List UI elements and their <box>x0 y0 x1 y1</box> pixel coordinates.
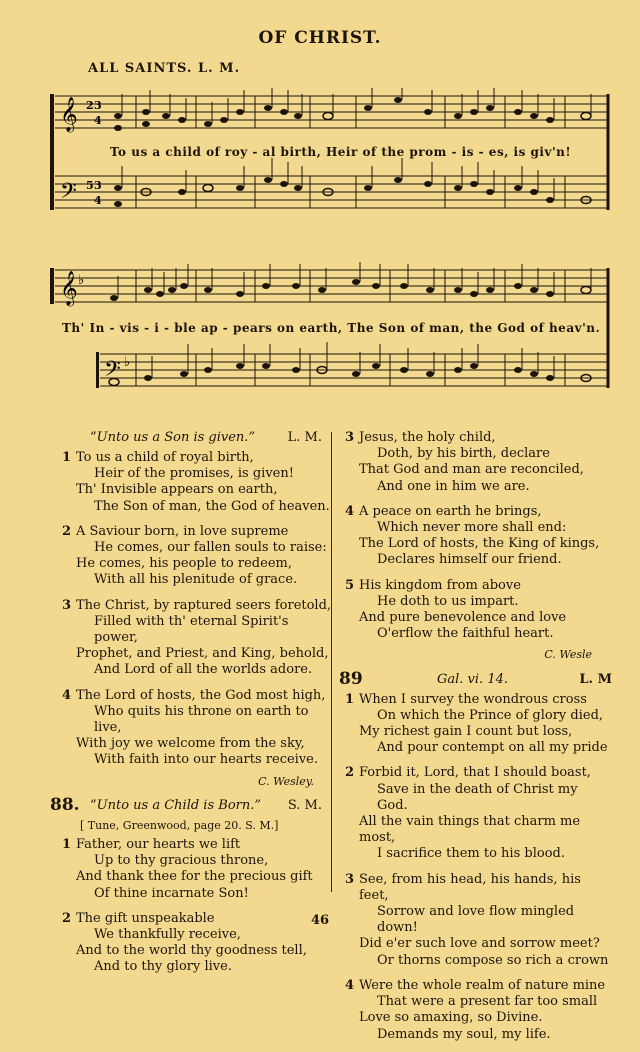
verse-line: I sacrifice them to his blood. <box>377 846 565 862</box>
verse-line: The Christ, by raptured seers foretold, <box>76 597 332 613</box>
verse-line: His kingdom from above <box>359 577 521 593</box>
left-column <box>50 430 332 985</box>
verse-line: Declares himself our friend. <box>377 552 562 568</box>
verse-line: And to thy glory live. <box>94 959 232 975</box>
stanza <box>62 598 332 679</box>
stanza <box>345 504 610 569</box>
hymn-author: C. Wesley. <box>258 774 314 788</box>
column-divider <box>331 432 332 892</box>
stanza-number: 4 <box>345 503 355 519</box>
verse-line: All the vain things that charm me most, <box>359 814 581 846</box>
hymn-number: 88. <box>50 794 80 815</box>
verse-line: The Lord of hosts, the God most high, <box>76 687 326 703</box>
stanza <box>62 688 332 769</box>
verse-line: Father, our hearts we lift <box>76 837 241 853</box>
verse-line: He comes, our fallen souls to raise: <box>94 540 327 556</box>
verse-line: That God and man are reconciled, <box>359 462 584 478</box>
stanza-number: 1 <box>62 837 72 853</box>
right-column <box>339 430 612 1052</box>
svg-text:3: 3 <box>94 179 102 192</box>
verse-line: And thank thee for the precious gift <box>76 869 313 885</box>
verse-line: Forbid it, Lord, that I should boast, <box>359 765 591 781</box>
verse-line: A peace on earth he brings, <box>359 503 542 519</box>
svg-text:4: 4 <box>94 114 102 127</box>
verse-line: And one in him we are. <box>377 478 530 494</box>
hymn-title: “Unto us a Child is Born.” <box>90 797 262 813</box>
hymn-number: 89 <box>339 668 363 689</box>
stanza-number: 4 <box>345 977 355 993</box>
verse-line: Th' Invisible appears on earth, <box>76 482 278 498</box>
music-lyric-line-2: Th' In - vis - i - ble ap - pears on earth, The Son of man, the God of heav'n. <box>62 321 601 335</box>
verse-line: Save in the death of Christ my God. <box>377 781 578 813</box>
stanza-number: 3 <box>62 597 72 613</box>
verse-line: Of thine incarnate Son! <box>94 885 249 901</box>
svg-text:5: 5 <box>86 179 94 192</box>
hymn-author: C. Wesle <box>544 648 592 662</box>
svg-text:𝄞: 𝄞 <box>60 97 78 132</box>
svg-text:♭: ♭ <box>78 273 85 288</box>
svg-text:4: 4 <box>94 194 102 207</box>
tune-note: [ Tune, Greenwood, page 20. S. M.] <box>80 818 279 832</box>
verse-line: And to the world thy goodness tell, <box>76 943 307 959</box>
verse-line: Sorrow and love flow mingled down! <box>377 904 575 936</box>
verse-line: And pour contempt on all my pride <box>377 740 608 756</box>
stanza-number: 1 <box>345 691 355 707</box>
verse-line: To us a child of royal birth, <box>76 450 254 465</box>
verse-line: And Lord of all the worlds adore. <box>94 662 313 678</box>
svg-text:♭: ♭ <box>124 355 131 370</box>
hymn-meter: L. M <box>579 671 612 687</box>
verse-line: Demands my soul, my life. <box>377 1026 551 1042</box>
verse-line: Heir of the promises, is given! <box>94 466 294 482</box>
verse-line: The Son of man, the God of heaven. <box>94 498 330 514</box>
stanza <box>345 978 610 1043</box>
stanza-number: 3 <box>345 871 355 887</box>
page-number: 46 <box>310 913 330 928</box>
verse-line: Which never more shall end: <box>377 520 567 536</box>
stanza-number: 5 <box>345 577 355 593</box>
verse-line: My richest gain I count but loss, <box>359 724 573 740</box>
verse-line: A Saviour born, in love supreme <box>76 523 289 539</box>
hymn-title: Gal. vi. 14. <box>437 671 508 687</box>
hymn-title: “Unto us a Son is given.” <box>90 430 256 445</box>
verse-line: Filled with th' eternal Spirit's power, <box>94 613 289 646</box>
verse-line: On which the Prince of glory died, <box>377 707 604 723</box>
verse-line: Up to thy gracious throne, <box>94 853 269 869</box>
svg-text:2: 2 <box>86 99 94 112</box>
stanza-number: 4 <box>62 687 72 703</box>
verse-line: The Lord of hosts, the King of kings, <box>359 536 600 552</box>
stanza <box>345 578 610 643</box>
hymn-88-heading <box>50 794 332 816</box>
verse-line: See, from his head, his hands, his feet, <box>359 871 581 903</box>
verse-line: Who quits his throne on earth to live, <box>94 703 309 736</box>
svg-text:𝄢: 𝄢 <box>60 179 77 209</box>
hymn-meter: S. M. <box>287 797 322 813</box>
stanza <box>62 450 332 515</box>
hymn-a-heading <box>62 430 332 448</box>
stanza <box>62 837 332 902</box>
stanza <box>345 765 610 862</box>
verse-line: He comes, his people to redeem, <box>76 556 292 572</box>
stanza <box>345 430 610 495</box>
verse-line: We thankfully receive, <box>94 927 241 943</box>
svg-text:𝄞: 𝄞 <box>60 271 78 306</box>
tune-name: ALL SAINTS. L. M. <box>88 61 241 76</box>
verse-line: That were a present far too small <box>377 994 598 1010</box>
verse-line: And pure benevolence and love <box>359 610 567 626</box>
verse-line: Doth, by his birth, declare <box>377 446 550 462</box>
svg-text:3: 3 <box>94 99 102 112</box>
verse-line: With joy we welcome from the sky, <box>76 736 305 752</box>
verse-line: Jesus, the holy child, <box>359 430 496 445</box>
stanza-number: 2 <box>62 910 72 926</box>
stanza-number: 2 <box>345 765 355 781</box>
verse-line: O'erflow the faithful heart. <box>377 626 554 642</box>
page-title: OF CHRIST. <box>258 28 382 48</box>
music-lyric-line-1: To us a child of roy - al birth, Heir of the prom - is - es, is giv'n! <box>110 145 572 159</box>
svg-text:𝄢: 𝄢 <box>104 357 121 387</box>
verse-line: With faith into our hearts receive. <box>94 752 318 768</box>
stanza-number: 1 <box>62 450 72 465</box>
verse-line: When I survey the wondrous cross <box>359 691 587 707</box>
hymn-89-heading <box>339 668 612 690</box>
hymn-meter: L. M. <box>287 430 322 445</box>
stanza <box>345 692 610 757</box>
verse-line: Were the whole realm of nature mine <box>359 977 606 993</box>
verse-line: With all his plenitude of grace. <box>94 572 298 588</box>
verse-line: Prophet, and Priest, and King, behold, <box>76 646 329 662</box>
verse-line: Love so amaxing, so Divine. <box>359 1010 543 1026</box>
stanza <box>62 524 332 589</box>
stanza-number: 2 <box>62 523 72 539</box>
stanza-number: 3 <box>345 430 355 445</box>
verse-line: The gift unspeakable <box>76 910 215 926</box>
verse-line: Or thorns compose so rich a crown <box>377 952 609 968</box>
verse-line: He doth to us impart. <box>377 593 519 609</box>
verse-line: Did e'er such love and sorrow meet? <box>359 936 600 952</box>
